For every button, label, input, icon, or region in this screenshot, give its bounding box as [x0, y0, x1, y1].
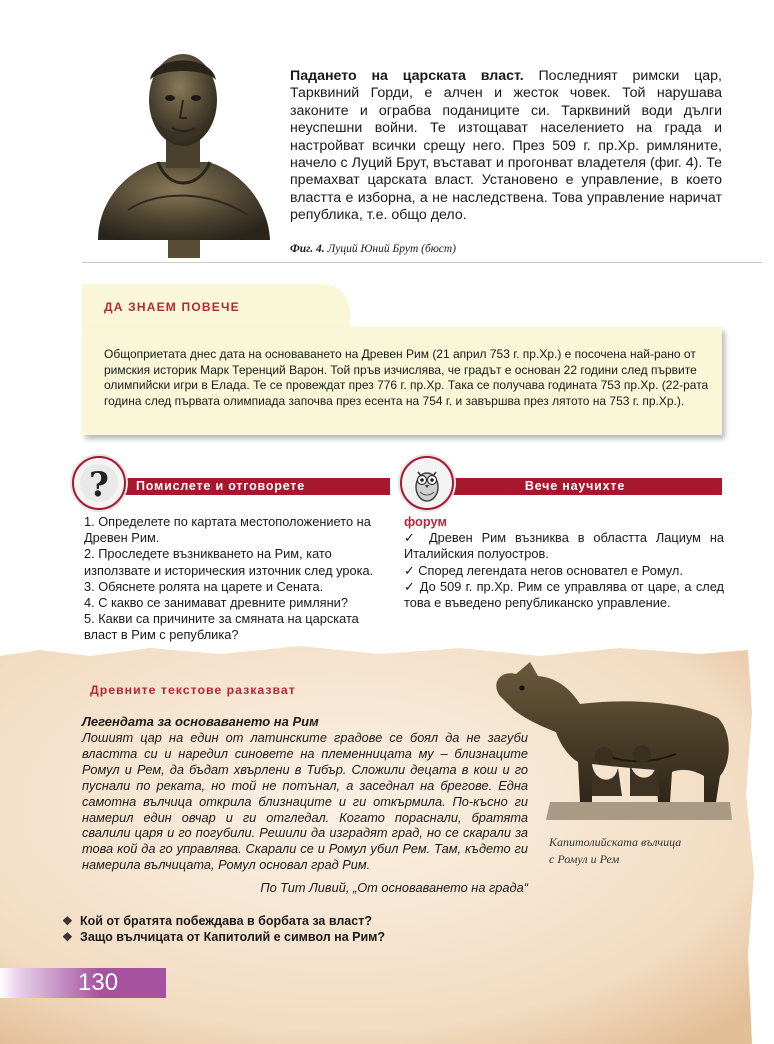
owl-icon [400, 456, 454, 510]
question-item: 1. Определете по картата местоположението на Древен Рим. [84, 514, 371, 546]
story-question-text: Защо вълчицата от Капитолий е символ на Рим? [80, 930, 386, 944]
question-item: 3. Обяснете ролята на царете и Сената. [84, 578, 324, 594]
learned-list [404, 514, 724, 611]
diamond-bullet-icon: ❖ [62, 914, 73, 928]
legend-heading: Легендата за основаването на Рим [82, 714, 319, 729]
paragraph-text: Последният римски цар, Тарквиний Горди, е алчен и жесток човек. Той нарушава законите и ограбва поданиците си. Тарквиний води дълги неуспешни войни. Те изтощават населението на града и настройват всички срещу него. През 509 г. пр.Хр. римляните, начело с Луций Брут, въстават и прогонват владетеля (фиг. 4). Те премахват царската власт. Установено е управление, в което властта е изборна, а не наследствена. Това управление наричат република, т.е. общо дело. [290, 68, 722, 224]
legend-text: Лошият цар на един от латинските градове се боял да не загуби властта си и наредил синовете на племенницата му – близнаците Ромул и Рем, да бъдат хвърлени в Тибър. Сложили децата в кош и го пуснали по реката, но той не потънал, а заседнал на брегове. Една самотна вълчица открила близнаците и ги откърмила. По-късно ги намерил един овчар и ги отгледал. Когато пораснали, братята свалили царя и го погубили. Решили да изградят град, но се скарали за това кой да го управлява. Скарали се и Ромул убил Рем. Там, където ги намерила вълчицата, Ромул основал град Рим. [82, 730, 528, 873]
learned-item: ✓ Древен Рим възниква в областта Лациум на Италийския полуостров. [404, 530, 724, 562]
figure-label: Фиг. 4. [290, 243, 325, 255]
wolf-caption [549, 834, 681, 868]
story-section-title: Древните текстове разказват [90, 683, 296, 697]
capitoline-wolf-image [480, 652, 740, 830]
learned-item: ✓ Според легендата негов основател е Ромул. [404, 562, 683, 578]
question-item: 4. С какво се занимават древните римляни? [84, 595, 348, 611]
story-question [62, 914, 372, 928]
brutus-bust-image [88, 40, 278, 258]
paragraph-lead: Падането на царската власт. [290, 68, 524, 84]
wolf-caption-line-1: Капитолийската вълчица [549, 835, 682, 849]
story-question-text: Кой от братята побеждава в борбата за власт? [80, 914, 372, 928]
story-question [62, 930, 385, 944]
wolf-caption-line-2: с Ромул и Рем [549, 852, 620, 866]
svg-text:?: ? [89, 465, 109, 505]
learned-item: ✓ До 509 г. пр.Хр. Рим се управлява от царе, а след това е въведено републиканско управление. [404, 578, 724, 611]
figure-caption [290, 243, 456, 255]
question-item: 5. Какви са причините за смяната на царската власт в Рим с република? [84, 611, 359, 643]
page-number: 130 [78, 969, 119, 996]
figure-caption-text: Луций Юний Брут (бюст) [324, 243, 456, 255]
legend-source: По Тит Ливий, „От основаването на града“ [260, 880, 528, 895]
questions-list [84, 514, 390, 644]
info-box-title: ДА ЗНАЕМ ПОВЕЧЕ [104, 300, 240, 314]
think-section-header: Помислете и отговорете [104, 478, 390, 495]
question-mark-icon [72, 456, 126, 510]
learned-section-header: Вече научихте [420, 478, 722, 495]
forum-link[interactable]: форум [404, 514, 447, 529]
info-box-text: Общоприетата днес дата на основаването на Древен Рим (21 април 753 г. пр.Хр.) е посочена най-рано от римския историк Марк Теренций Варон. Той пръв изчислява, че градът е основан 22 години след първите олимпийски игри в Елада. Те се провеждат през 776 г. пр.Хр. Така се получава годината 753 пр.Хр. (22-рата година след първата олимпиада започва през есента на 754 г. и завършва през лятото на 753 г. пр.Хр.). [104, 347, 709, 408]
diamond-bullet-icon: ❖ [62, 930, 73, 944]
fall-of-royal-power-paragraph [290, 68, 722, 225]
divider [82, 262, 762, 263]
question-item: 2. Проследете възникването на Рим, като използвате и историческия източник след урока. [84, 546, 374, 578]
